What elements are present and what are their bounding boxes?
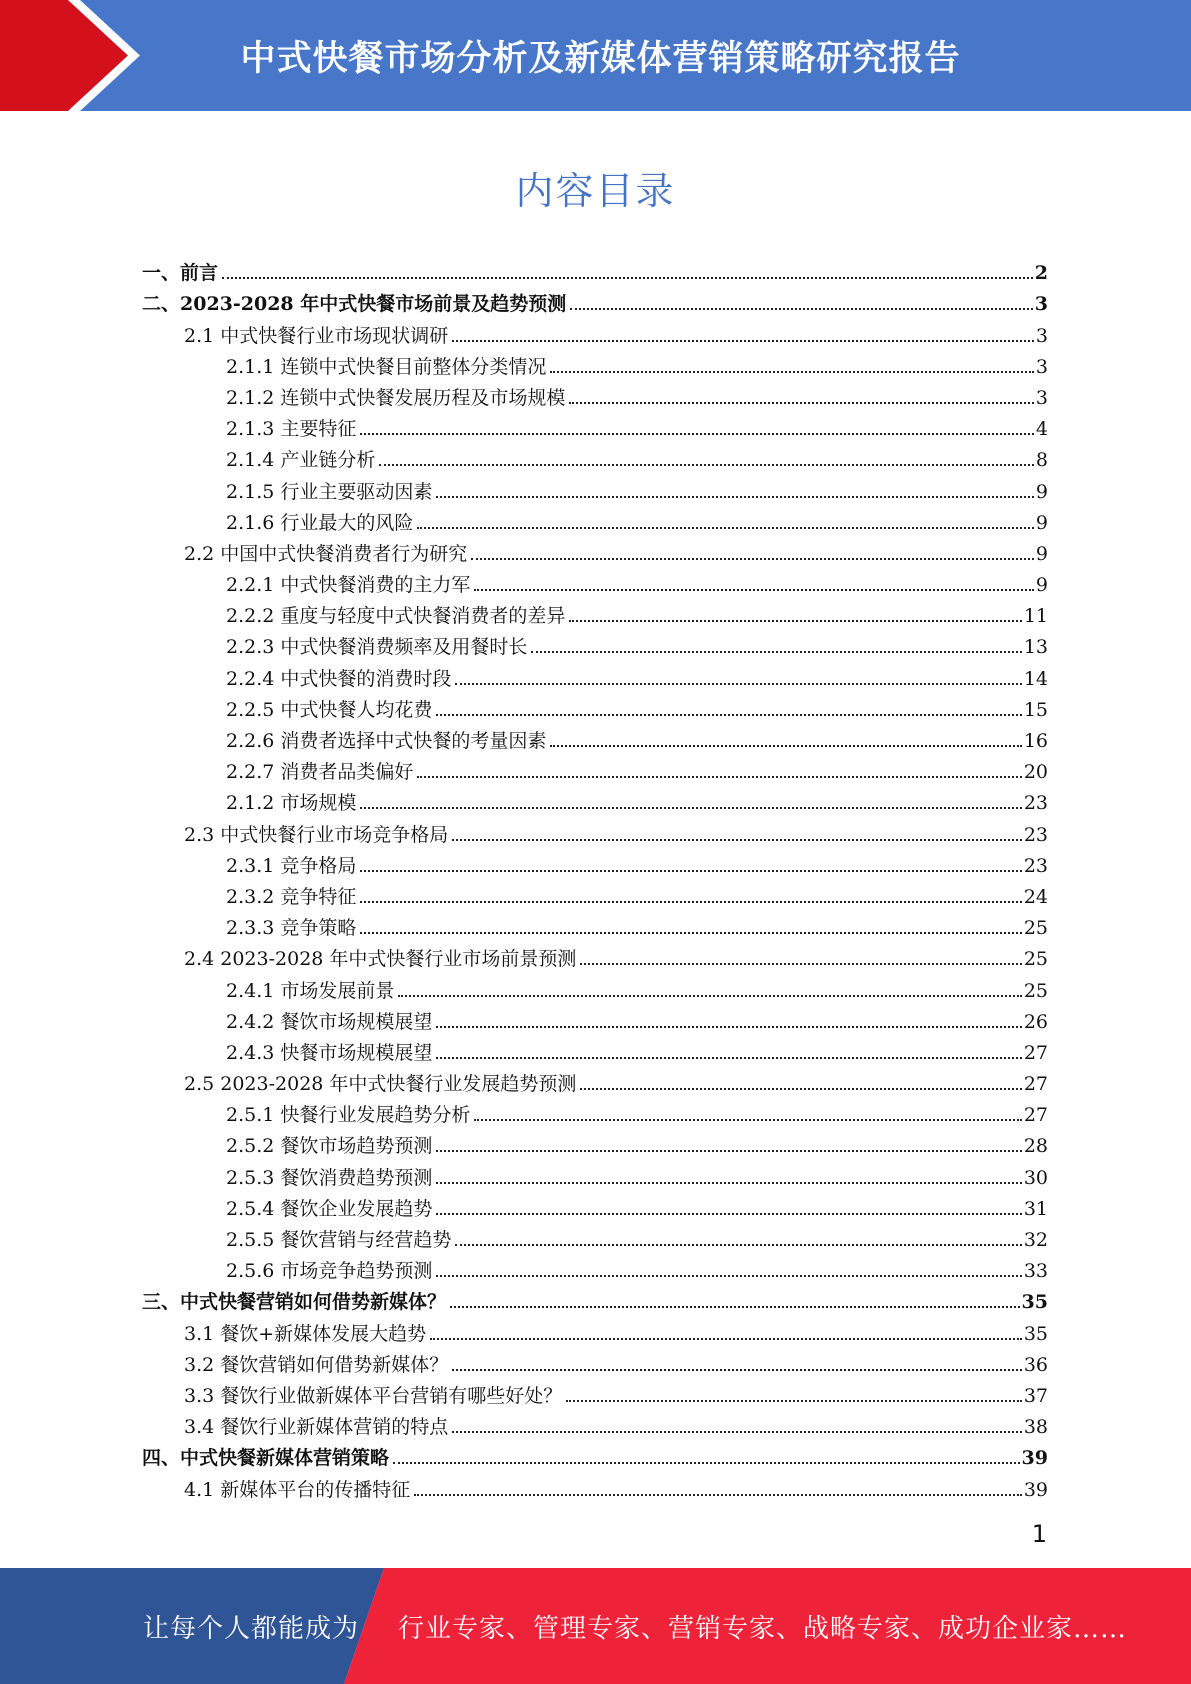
toc-entry-page: 14 [1023, 667, 1048, 690]
toc-entry-page: 2 [1034, 262, 1048, 285]
toc-entry-label: 3.4 餐饮行业新媒体营销的特点 [184, 1416, 449, 1439]
toc-entry-page: 23 [1023, 854, 1048, 877]
toc-entry[interactable] [142, 1095, 1048, 1126]
toc-dot-leader [360, 901, 1021, 903]
toc-entry-page: 4 [1035, 418, 1048, 441]
toc-entry[interactable] [142, 721, 1048, 752]
footer-slogan-right: 行业专家、管理专家、营销专家、战略专家、成功企业家…… [398, 1613, 1128, 1644]
toc-entry[interactable] [142, 253, 1048, 284]
toc-entry[interactable] [142, 315, 1048, 346]
toc-dot-leader [360, 807, 1021, 809]
toc-dot-leader [474, 589, 1034, 591]
toc-dot-leader [569, 402, 1034, 404]
toc-entry-page: 3 [1034, 293, 1048, 316]
toc-entry[interactable] [142, 1376, 1048, 1407]
toc-entry-label: 2.1.3 主要特征 [226, 418, 357, 441]
toc-entry-page: 25 [1023, 979, 1048, 1002]
toc-entry-label: 2.4.1 市场发展前景 [226, 979, 395, 1002]
toc-entry-label: 2.1 中式快餐行业市场现状调研 [184, 324, 449, 347]
report-title: 中式快餐市场分析及新媒体营销策略研究报告 [240, 38, 961, 79]
toc-dot-leader [379, 464, 1034, 466]
toc-dot-leader [474, 1119, 1021, 1121]
toc-entry-label: 2.4 2023-2028 年中式快餐行业市场前景预测 [184, 948, 577, 971]
toc-dot-leader [570, 308, 1033, 310]
toc-dot-leader [452, 1369, 1022, 1371]
toc-entry-label: 2.1.2 连锁中式快餐发展历程及市场规模 [226, 386, 566, 409]
toc-entry-page: 33 [1023, 1260, 1048, 1283]
toc-entry[interactable] [142, 658, 1048, 689]
toc-entry-page: 27 [1023, 1104, 1048, 1127]
toc-entry-page: 13 [1023, 636, 1048, 659]
toc-dot-leader [452, 340, 1034, 342]
footer-banner [0, 1568, 1191, 1684]
toc-entry-label: 2.5.4 餐饮企业发展趋势 [226, 1197, 433, 1220]
toc-dot-leader [436, 1150, 1021, 1152]
toc-entry[interactable] [142, 1189, 1048, 1220]
toc-dot-leader [360, 932, 1021, 934]
toc-entry-page: 28 [1023, 1135, 1048, 1158]
toc-entry-page: 9 [1035, 542, 1048, 565]
toc-entry-page: 3 [1035, 355, 1048, 378]
toc-dot-leader [398, 995, 1021, 997]
toc-entry-label: 2.3 中式快餐行业市场竞争格局 [184, 823, 449, 846]
toc-entry-label: 2.1.6 行业最大的风险 [226, 511, 414, 534]
toc-dot-leader [360, 870, 1021, 872]
toc-entry-label: 2.5.3 餐饮消费趋势预测 [226, 1166, 433, 1189]
toc-entry-label: 2.5.2 餐饮市场趋势预测 [226, 1135, 433, 1158]
toc-entry-label: 2.5 2023-2028 年中式快餐行业发展趋势预测 [184, 1073, 577, 1096]
toc-entry[interactable] [142, 565, 1048, 596]
toc-entry[interactable] [142, 1002, 1048, 1033]
toc-entry-page: 26 [1023, 1010, 1048, 1033]
toc-entry-label: 2.2.4 中式快餐的消费时段 [226, 667, 452, 690]
toc-entry-page: 35 [1023, 1322, 1048, 1345]
toc-entry-page: 9 [1035, 511, 1048, 534]
toc-entry[interactable] [142, 908, 1048, 939]
toc-dot-leader [471, 558, 1034, 560]
toc-dot-leader [452, 1431, 1022, 1433]
toc-dot-leader [436, 1057, 1021, 1059]
toc-entry-label: 2.2.1 中式快餐消费的主力军 [226, 574, 471, 597]
toc-dot-leader [393, 1462, 1020, 1464]
toc-entry-page: 39 [1021, 1447, 1048, 1470]
toc-entry-page: 15 [1023, 698, 1048, 721]
toc-entry[interactable] [142, 1064, 1048, 1095]
toc-entry-page: 30 [1023, 1166, 1048, 1189]
toc-entry-page: 3 [1035, 324, 1048, 347]
toc-dot-leader [569, 620, 1021, 622]
toc-entry-page: 27 [1023, 1041, 1048, 1064]
toc-dot-leader [430, 1338, 1022, 1340]
toc-dot-leader [436, 1026, 1021, 1028]
toc-entry[interactable] [142, 1126, 1048, 1157]
toc-entry-page: 8 [1035, 449, 1048, 472]
toc-entry-page: 3 [1035, 386, 1048, 409]
toc-dot-leader [550, 745, 1021, 747]
toc-dot-leader [436, 714, 1021, 716]
toc-entry[interactable] [142, 534, 1048, 565]
toc-entry-page: 39 [1023, 1478, 1048, 1501]
toc-dot-leader [455, 683, 1021, 685]
toc-entry-page: 35 [1021, 1291, 1048, 1314]
toc-dot-leader [436, 1182, 1021, 1184]
toc-entry-label: 2.5.6 市场竞争趋势预测 [226, 1260, 433, 1283]
toc-dot-leader [436, 1213, 1021, 1215]
toc-entry-label: 2.3.3 竞争策略 [226, 917, 357, 940]
toc-dot-leader [360, 433, 1034, 435]
toc-dot-leader [417, 527, 1034, 529]
toc-entry-label: 2.4.3 快餐市场规模展望 [226, 1041, 433, 1064]
toc-entry-label: 2.1.1 连锁中式快餐目前整体分类情况 [226, 355, 547, 378]
toc-dot-leader [414, 1494, 1022, 1496]
toc-entry-label: 2.2.2 重度与轻度中式快餐消费者的差异 [226, 605, 566, 628]
toc-entry[interactable] [142, 409, 1048, 440]
toc-entry-page: 38 [1023, 1416, 1048, 1439]
toc-dot-leader [550, 371, 1034, 373]
toc-entry-label: 2.1.2 市场规模 [226, 792, 357, 815]
toc-entry-label: 2.2.6 消费者选择中式快餐的考量因素 [226, 730, 547, 752]
toc-entry[interactable] [142, 1345, 1048, 1376]
toc-dot-leader [452, 839, 1022, 841]
toc-entry[interactable] [142, 877, 1048, 908]
toc-entry[interactable] [142, 1469, 1048, 1500]
toc-dot-leader [417, 776, 1021, 778]
toc-entry-page: 9 [1035, 480, 1048, 503]
toc-entry[interactable] [142, 378, 1048, 409]
header-banner [0, 0, 1191, 111]
toc-entry-label: 一、前言 [142, 262, 219, 285]
toc-dot-leader [436, 496, 1034, 498]
toc-entry-label: 2.5.1 快餐行业发展趋势分析 [226, 1104, 471, 1127]
toc-entry[interactable] [142, 440, 1048, 471]
toc-entry[interactable] [142, 690, 1048, 721]
toc-dot-leader [531, 651, 1021, 653]
toc-entry-page: 23 [1023, 823, 1048, 846]
toc-entry[interactable] [142, 1282, 1048, 1313]
toc-entry[interactable] [142, 1220, 1048, 1251]
toc-entry[interactable] [142, 347, 1048, 378]
toc-entry-page: 24 [1023, 885, 1048, 908]
toc-entry[interactable] [142, 1157, 1048, 1188]
toc-entry-label: 三、中式快餐营销如何借势新媒体？ [142, 1291, 447, 1314]
toc-entry-page: 11 [1023, 605, 1048, 628]
toc-entry[interactable] [142, 1313, 1048, 1344]
toc-entry[interactable] [142, 596, 1048, 627]
page-number: 1 [1031, 1520, 1047, 1548]
toc-entry[interactable] [142, 1251, 1048, 1282]
toc-entry-page: 23 [1023, 792, 1048, 815]
table-of-contents [142, 253, 1048, 1501]
toc-dot-leader [222, 277, 1033, 279]
toc-entry[interactable] [142, 471, 1048, 502]
footer-slogan-left: 让每个人都能成为 [143, 1613, 360, 1644]
toc-entry-label: 3.1 餐饮+新媒体发展大趋势 [184, 1322, 427, 1345]
toc-entry[interactable] [142, 627, 1048, 658]
toc-entry-label: 2.5.5 餐饮营销与经营趋势 [226, 1229, 452, 1251]
toc-dot-leader [566, 1400, 1022, 1402]
toc-entry-page: 9 [1035, 574, 1048, 597]
toc-entry-label: 2.2 中国中式快餐消费者行为研究 [184, 542, 468, 565]
toc-entry-label: 2.1.5 行业主要驱动因素 [226, 480, 433, 503]
toc-entry-label: 2.2.3 中式快餐消费频率及用餐时长 [226, 636, 528, 659]
toc-entry[interactable] [142, 752, 1048, 783]
toc-dot-leader [455, 1244, 1021, 1246]
toc-entry-page: 31 [1023, 1197, 1048, 1220]
toc-entry-page: 20 [1023, 761, 1048, 784]
toc-dot-leader [436, 1275, 1021, 1277]
toc-dot-leader [580, 1088, 1021, 1090]
toc-entry-label: 2.3.1 竞争格局 [226, 854, 357, 877]
toc-entry-page: 16 [1023, 730, 1048, 752]
toc-entry-label: 二、2023-2028 年中式快餐市场前景及趋势预测 [142, 293, 567, 316]
toc-entry-page: 36 [1023, 1353, 1048, 1376]
toc-entry-label: 3.2 餐饮营销如何借势新媒体？ [184, 1353, 449, 1376]
toc-entry-label: 2.1.4 产业链分析 [226, 449, 376, 472]
toc-entry[interactable] [142, 783, 1048, 814]
toc-entry[interactable] [142, 939, 1048, 970]
toc-entry-page: 27 [1023, 1073, 1048, 1096]
toc-entry-label: 2.2.5 中式快餐人均花费 [226, 698, 433, 721]
toc-entry-page: 25 [1023, 917, 1048, 940]
toc-entry-label: 4.1 新媒体平台的传播特征 [184, 1478, 411, 1501]
toc-entry-page: 25 [1023, 948, 1048, 971]
toc-entry-label: 2.3.2 竞争特征 [226, 885, 357, 908]
toc-entry-page: 37 [1023, 1384, 1048, 1407]
toc-entry[interactable] [142, 284, 1048, 315]
toc-entry[interactable] [142, 503, 1048, 534]
toc-entry[interactable] [142, 846, 1048, 877]
toc-entry-label: 四、中式快餐新媒体营销策略 [142, 1447, 390, 1470]
toc-entry[interactable] [142, 814, 1048, 845]
toc-entry-label: 2.2.7 消费者品类偏好 [226, 761, 414, 784]
toc-dot-leader [450, 1306, 1020, 1308]
toc-entry-label: 3.3 餐饮行业做新媒体平台营销有哪些好处？ [184, 1384, 563, 1407]
toc-entry-page: 32 [1023, 1229, 1048, 1251]
toc-entry[interactable] [142, 970, 1048, 1001]
toc-heading: 内容目录 [515, 169, 676, 213]
toc-dot-leader [580, 963, 1021, 965]
toc-entry-label: 2.4.2 餐饮市场规模展望 [226, 1010, 433, 1033]
toc-entry[interactable] [142, 1407, 1048, 1438]
toc-entry[interactable] [142, 1033, 1048, 1064]
toc-entry[interactable] [142, 1438, 1048, 1469]
